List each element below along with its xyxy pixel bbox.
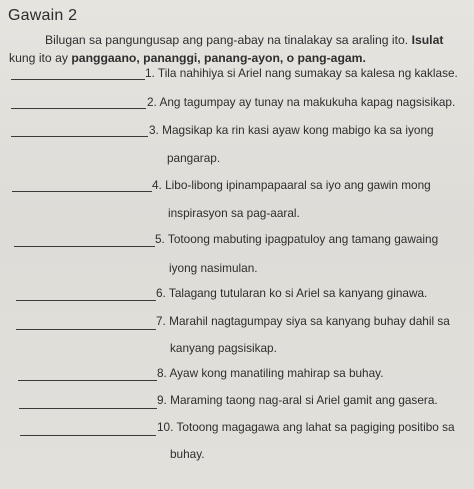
question-text-continued: iyong nasimulan.	[169, 261, 258, 275]
question-number: 5.	[155, 232, 165, 246]
question-text: Totoong mabuting ipagpatuloy ang tamang gawaing	[167, 232, 439, 246]
question-text: Tila nahihiya si Ariel nang sumakay sa kalesa ng kaklase.	[157, 66, 458, 80]
instructions-text-2: kung ito ay	[9, 51, 72, 65]
question-text-continued: buhay.	[170, 447, 205, 461]
question-text: Maraming taong nag-aral si Ariel gamit ang gasera.	[170, 393, 438, 407]
question-text: Magsikap ka rin kasi ayaw kong mabigo ka sa iyong	[162, 123, 434, 137]
question-number: 10.	[157, 420, 174, 434]
answer-blank[interactable]	[16, 300, 156, 301]
question-number: 3.	[149, 123, 159, 137]
answer-blank[interactable]	[18, 380, 157, 381]
answer-blank[interactable]	[20, 435, 156, 436]
question-number: 4.	[152, 178, 162, 192]
answer-blank[interactable]	[16, 329, 156, 330]
answer-blank[interactable]	[12, 191, 152, 192]
instructions-text-1: Bilugan sa pangungusap ang pang-abay na tinalakay sa araling ito.	[45, 33, 412, 47]
answer-blank[interactable]	[14, 246, 155, 247]
answer-blank[interactable]	[11, 136, 148, 137]
question-text-continued: kanyang pagsisikap.	[170, 341, 277, 355]
instructions	[9, 31, 461, 67]
question-text: Marahil nagtagumpay siya sa kanyang buhay dahil sa	[169, 314, 450, 328]
question-text: Ayaw kong manatiling mahirap sa buhay.	[169, 366, 384, 380]
question-text-continued: inspirasyon sa pag-aaral.	[168, 206, 300, 220]
question-number: 8.	[157, 366, 167, 380]
question-number: 9.	[157, 393, 167, 407]
question-text: Ang tagumpay ay tunay na makukuha kapag nagsisikap.	[159, 95, 456, 109]
question-text: Totoong magagawa ang lahat sa pagiging positibo sa	[176, 420, 455, 434]
answer-blank[interactable]	[11, 79, 145, 80]
question-number: 2.	[147, 95, 157, 109]
answer-blank[interactable]	[11, 108, 146, 109]
question-number: 7.	[156, 314, 166, 328]
answer-blank[interactable]	[19, 408, 157, 409]
instructions-bold-1: Isulat	[411, 33, 444, 47]
question-text: Talagang tutularan ko si Ariel sa kanyang ginawa.	[168, 286, 428, 300]
instructions-bold-2: panggaano, pananggi, panang-ayon, o pang-agam.	[71, 51, 366, 65]
page-title: Gawain 2	[8, 7, 78, 24]
question-number: 1.	[145, 66, 155, 80]
question-text-continued: pangarap.	[167, 151, 221, 165]
question-number: 6.	[156, 286, 166, 300]
question-text: Libo-libong ipinampapaaral sa iyo ang gawin mong	[165, 178, 431, 192]
